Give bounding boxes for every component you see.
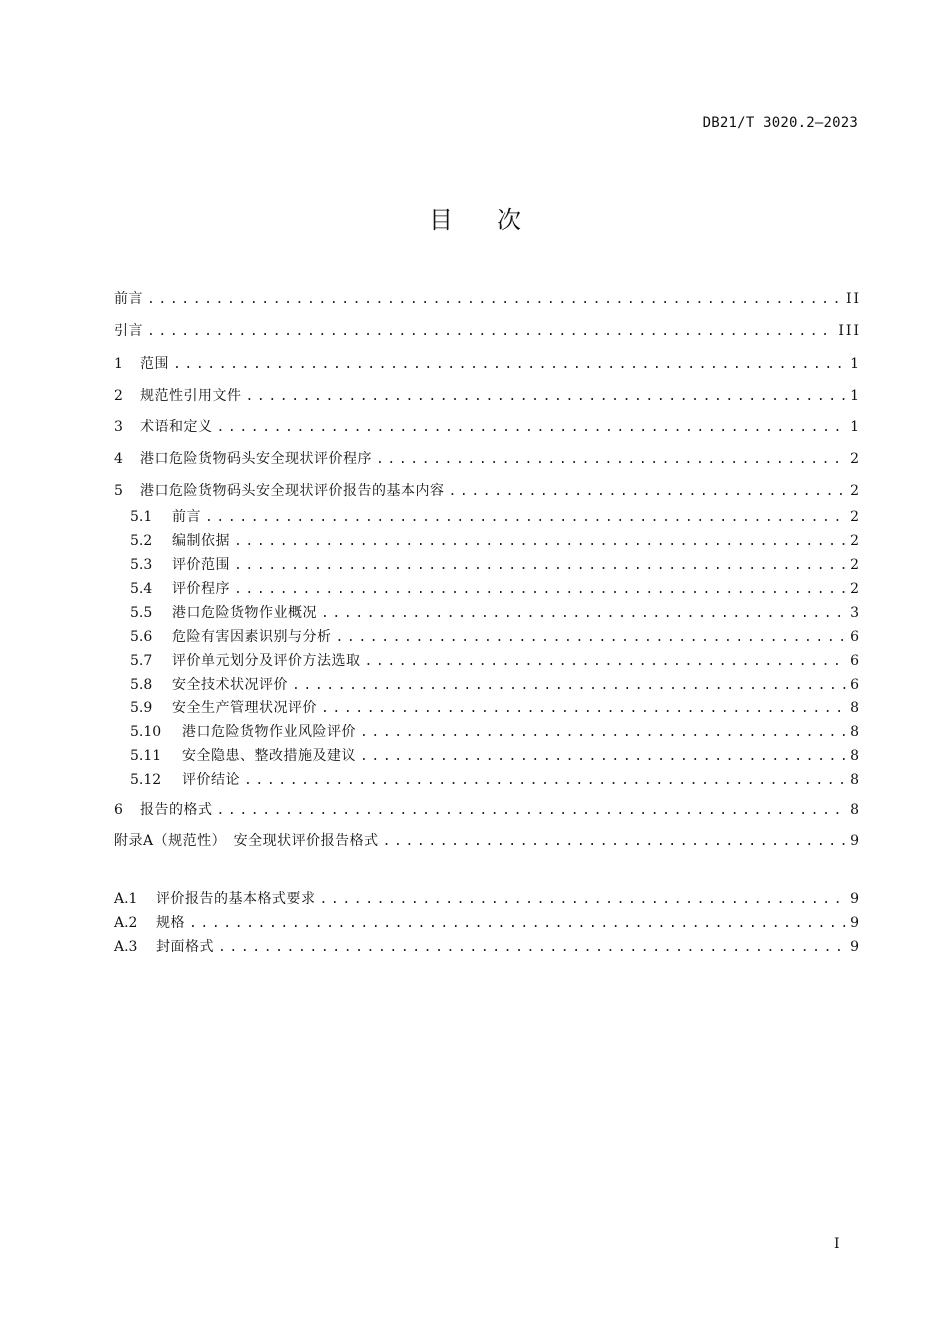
toc-entry-label: 附录A（规范性） 安全现状评价报告格式 xyxy=(114,833,379,849)
toc-entry-page: 1 xyxy=(850,388,861,404)
toc-entry-label: 封面格式 xyxy=(156,939,214,955)
toc-entry-page: 2 xyxy=(850,581,861,597)
toc-leader xyxy=(205,508,846,528)
toc-leader xyxy=(449,482,847,502)
toc-entry-label: 港口危险货物作业风险评价 xyxy=(182,724,356,740)
toc-leader xyxy=(234,556,846,576)
toc-entry-4[interactable] xyxy=(114,449,859,470)
toc-entry-5-6[interactable] xyxy=(130,627,859,648)
toc-entry-number: 5.8 xyxy=(130,677,153,693)
toc-leader xyxy=(292,676,846,696)
toc-entry-page: 9 xyxy=(850,915,861,931)
toc-entry-5-7[interactable] xyxy=(130,651,859,672)
toc-leader xyxy=(320,890,847,910)
toc-entry-number: 1 xyxy=(114,356,123,372)
toc-entry-page: 1 xyxy=(850,419,861,435)
toc-entry-label: 评价结论 xyxy=(182,772,240,788)
toc-entry-5-12[interactable] xyxy=(130,770,859,791)
toc-entry-page: 9 xyxy=(850,833,861,849)
toc-entry-number: A.2 xyxy=(114,915,138,931)
toc-entry-number: 5.6 xyxy=(130,629,153,645)
toc-entry-label: 评价报告的基本格式要求 xyxy=(156,891,316,907)
page-number: I xyxy=(834,1236,840,1252)
toc-entry-page: 8 xyxy=(850,772,861,788)
toc-leader xyxy=(189,914,846,934)
toc-leader xyxy=(173,355,846,375)
toc-leader xyxy=(365,652,847,672)
toc-entry-page: 6 xyxy=(850,629,861,645)
toc-leader xyxy=(360,723,846,743)
toc-entry-a-3[interactable] xyxy=(114,937,859,958)
toc-entry-5[interactable] xyxy=(114,481,859,502)
toc-leader xyxy=(383,832,846,852)
toc-entry-1[interactable] xyxy=(114,354,859,375)
toc-leader xyxy=(147,290,842,310)
toc-entry-label: 编制依据 xyxy=(172,533,230,549)
toc-entry-number: 5.7 xyxy=(130,653,153,669)
toc-entry-number: 5.10 xyxy=(130,724,162,740)
toc-entry-3[interactable] xyxy=(114,417,859,438)
toc-entry-a-1[interactable] xyxy=(114,889,859,910)
toc-entry-appendix-a[interactable] xyxy=(114,831,859,852)
toc-entry-5-8[interactable] xyxy=(130,675,859,696)
toc-entry-page: 2 xyxy=(850,483,861,499)
toc-entry-number: 5.9 xyxy=(130,700,153,716)
toc-entry-5-11[interactable] xyxy=(130,746,859,767)
toc-entry-5-10[interactable] xyxy=(130,722,859,743)
toc-entry-5-3[interactable] xyxy=(130,555,859,576)
toc-entry-number: 3 xyxy=(114,419,123,435)
toc-leader xyxy=(147,322,834,342)
toc-leader xyxy=(321,604,846,624)
toc-leader xyxy=(234,580,846,600)
toc-entry-page: 1 xyxy=(850,356,861,372)
toc-entry-2[interactable] xyxy=(114,386,859,407)
toc-entry-number: 5.2 xyxy=(130,533,153,549)
toc-entry-page: II xyxy=(845,291,861,307)
toc-entry-label: 范围 xyxy=(140,356,169,372)
toc-entry-page: 2 xyxy=(850,533,861,549)
toc-entry-number: 5.4 xyxy=(130,581,153,597)
toc-leader xyxy=(336,628,847,648)
toc-entry-label: 前言 xyxy=(172,509,201,525)
toc-entry-label: 港口危险货物码头安全现状评价程序 xyxy=(140,451,372,467)
toc-entry-page: 8 xyxy=(850,748,861,764)
toc-entry-label: 评价范围 xyxy=(172,557,230,573)
toc-leader xyxy=(376,450,846,470)
toc-entry-page: 2 xyxy=(850,509,861,525)
toc-entry-6[interactable] xyxy=(114,800,859,821)
toc-entry-page: 8 xyxy=(850,700,861,716)
toc-entry-label: 评价程序 xyxy=(172,581,230,597)
page-title: 目次 xyxy=(429,206,565,234)
toc-entry-number: A.3 xyxy=(114,939,138,955)
toc-entry-5-2[interactable] xyxy=(130,531,859,552)
toc-entry-number: 5 xyxy=(114,483,123,499)
toc-entry-5-4[interactable] xyxy=(130,579,859,600)
toc-entry-label: 安全技术状况评价 xyxy=(172,677,288,693)
toc-entry-number: 5.5 xyxy=(130,605,153,621)
toc-entry-foreword[interactable] xyxy=(114,289,859,310)
toc-entry-page: 8 xyxy=(850,724,861,740)
toc-entry-label: 安全隐患、整改措施及建议 xyxy=(182,748,356,764)
toc-entry-a-2[interactable] xyxy=(114,913,859,934)
toc-entry-label: 前言 xyxy=(114,291,143,307)
toc-entry-number: 5.11 xyxy=(130,748,162,764)
toc-entry-label: 港口危险货物码头安全现状评价报告的基本内容 xyxy=(140,483,445,499)
toc-entry-label: 报告的格式 xyxy=(140,802,213,818)
toc-leader xyxy=(217,418,847,438)
toc-entry-introduction[interactable] xyxy=(114,321,859,342)
toc-entry-label: 引言 xyxy=(114,323,143,339)
toc-entry-page: III xyxy=(838,323,861,339)
toc-entry-number: 2 xyxy=(114,388,123,404)
toc-entry-page: 6 xyxy=(850,653,861,669)
toc-entry-page: 9 xyxy=(850,891,861,907)
toc-leader xyxy=(246,387,847,407)
toc-entry-number: 4 xyxy=(114,451,123,467)
toc-leader xyxy=(244,771,846,791)
toc-entry-label: 安全生产管理状况评价 xyxy=(172,700,317,716)
toc-entry-number: 5.1 xyxy=(130,509,153,525)
toc-entry-5-5[interactable] xyxy=(130,603,859,624)
toc-leader xyxy=(234,532,846,552)
toc-entry-number: A.1 xyxy=(114,891,138,907)
toc-entry-number: 6 xyxy=(114,802,123,818)
toc-entry-number: 5.3 xyxy=(130,557,153,573)
toc-entry-label: 港口危险货物作业概况 xyxy=(172,605,317,621)
toc-entry-page: 3 xyxy=(850,605,861,621)
toc-entry-number: 5.12 xyxy=(130,772,162,788)
toc-entry-page: 8 xyxy=(850,802,861,818)
toc-entry-label: 危险有害因素识别与分析 xyxy=(172,629,332,645)
toc-entry-label: 评价单元划分及评价方法选取 xyxy=(172,653,361,669)
toc-entry-page: 2 xyxy=(850,451,861,467)
toc-entry-5-1[interactable] xyxy=(130,507,859,528)
toc-entry-page: 6 xyxy=(850,677,861,693)
toc-entry-label: 规范性引用文件 xyxy=(140,388,242,404)
toc-entry-label: 术语和定义 xyxy=(140,419,213,435)
document-code: DB21/T 3020.2—2023 xyxy=(702,115,858,131)
toc-leader xyxy=(321,699,846,719)
toc-entry-label: 规格 xyxy=(156,915,185,931)
toc-leader xyxy=(217,801,847,821)
toc-leader xyxy=(360,747,846,767)
toc-entry-page: 2 xyxy=(850,557,861,573)
toc-entry-page: 9 xyxy=(850,939,861,955)
toc-leader xyxy=(218,938,846,958)
toc-entry-5-9[interactable] xyxy=(130,698,859,719)
